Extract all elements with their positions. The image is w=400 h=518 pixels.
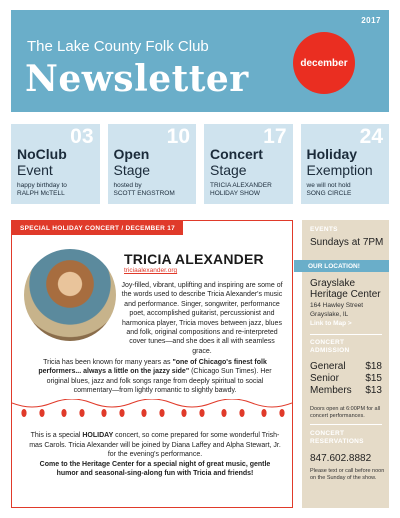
event-tile <box>301 124 390 204</box>
closing-callout: Come to the Heritage Center for a special night of great music, gentle humor and seasonal-sing-along fun with Tricia and friends! <box>39 460 271 478</box>
press-quote: "one of Chicago's finest folk performers... always a little on the jazzy side" <box>38 359 267 376</box>
reservations-heading-line: CONCERT <box>310 430 345 437</box>
month-label: december <box>300 57 348 69</box>
event-tile <box>11 124 100 204</box>
event-note <box>210 182 272 198</box>
month-badge <box>293 32 355 94</box>
admission-heading-line: CONCERT <box>310 339 345 346</box>
event-note-line: hosted by <box>113 182 142 189</box>
masthead <box>11 10 389 112</box>
artist-photo <box>24 249 116 341</box>
doors-note: Doors open at 6:00PM for all concert performances. <box>310 406 381 419</box>
event-subtitle: Exemption <box>306 162 373 178</box>
location-heading: OUR LOCATION! <box>294 260 389 272</box>
closing-intro: This is a special <box>30 432 83 439</box>
venue-name <box>310 278 381 300</box>
venue-line: Heritage Center <box>310 289 381 300</box>
price-value: $13 <box>365 385 382 396</box>
event-subtitle: Stage <box>113 162 151 178</box>
event-note-line: SCOTT ENGSTROM <box>113 190 175 197</box>
event-note-line: HOLIDAY SHOW <box>210 190 260 197</box>
event-note-line: RALPH McTELL <box>17 190 65 197</box>
divider <box>310 424 382 425</box>
events-heading: EVENTS <box>310 226 338 233</box>
event-note-line: TRICIA ALEXANDER <box>210 182 272 189</box>
reservations-heading-line: RESERVATIONS <box>310 438 364 445</box>
event-subtitle: Stage <box>210 162 247 178</box>
admission-heading <box>310 339 350 355</box>
venue-address <box>310 301 363 319</box>
event-date: 10 <box>166 125 190 148</box>
event-tile <box>204 124 293 204</box>
reservation-phone[interactable]: 847.602.8882 <box>310 453 372 464</box>
events-time: Sundays at 7PM <box>310 237 384 248</box>
press-rest: (Chicago Sun Times). Her original blues, jazz and folk songs range from deeply spiritual to social commentary—from lightly romantic to slightly bawdy. <box>46 368 272 395</box>
price-row <box>310 361 382 373</box>
event-note <box>114 182 175 198</box>
artist-press <box>28 358 282 396</box>
divider <box>310 334 382 335</box>
info-sidebar <box>302 220 389 508</box>
price-list <box>310 361 382 397</box>
phone-note: Please text or call before noon on the Sunday of the show. <box>310 468 385 481</box>
price-row <box>310 373 382 385</box>
event-title: NoClub <box>17 146 67 162</box>
event-title: Holiday <box>306 146 358 162</box>
closing-body: concert, so come prepared for some wonderful Trish-mas Carols. Tricia Alexander will be joined by Diana Laffey and Alpha Stewart, Jr. for the evening's performance. <box>29 432 281 459</box>
concert-closing <box>28 431 282 479</box>
price-value: $15 <box>365 373 382 384</box>
event-title: Concert <box>210 146 263 162</box>
admission-heading-line: ADMISSION <box>310 347 350 354</box>
price-label: Senior <box>310 373 339 384</box>
holiday-lights-decoration <box>12 399 292 423</box>
concert-article <box>11 220 293 508</box>
map-link[interactable]: Link to Map > <box>310 320 352 327</box>
closing-holiday: HOLIDAY <box>82 432 114 439</box>
event-date: 17 <box>263 125 287 148</box>
article-tag: SPECIAL HOLIDAY CONCERT / DECEMBER 17 <box>12 221 183 235</box>
venue-line: Grayslake <box>310 278 356 289</box>
event-date: 03 <box>70 125 94 148</box>
artist-name: TRICIA ALEXANDER <box>124 251 264 267</box>
event-subtitle: Event <box>17 162 53 178</box>
event-note-line: SONG CIRCLE <box>306 190 352 197</box>
price-label: Members <box>310 385 352 396</box>
address-line: 164 Hawley Street <box>310 302 364 309</box>
newsletter-title: Newsletter <box>25 58 249 100</box>
event-title: Open <box>113 146 150 162</box>
event-note-line: we will not hold <box>306 182 351 189</box>
price-value: $18 <box>365 361 382 372</box>
address-line: Grayslake, IL <box>310 311 349 318</box>
artist-website-link[interactable]: triciaalexander.org <box>124 267 178 274</box>
artist-bio: Joy-filled, vibrant, uplifting and inspiring are some of the words used to describe Tricia Alexander's music and performance. Singer, songwriter, performance poet, accomplished guitarist, percussionist and harmonica player, Tricia moves between jazz, blues and folk, original compositions and re-interpreted cover tunes—and she does it all with seamless grace. <box>121 282 283 355</box>
price-row <box>310 385 382 397</box>
price-label: General <box>310 361 346 372</box>
event-note-line: happy birthday to <box>17 182 67 189</box>
reservations-heading <box>310 430 364 446</box>
event-tile <box>108 124 197 204</box>
event-note <box>307 182 352 198</box>
event-tiles <box>11 124 389 204</box>
event-date: 24 <box>359 125 383 148</box>
issue-year: 2017 <box>361 16 381 25</box>
event-note <box>17 182 67 198</box>
press-intro: Tricia has been known for many years as <box>43 359 173 366</box>
club-name: The Lake County Folk Club <box>27 38 209 55</box>
